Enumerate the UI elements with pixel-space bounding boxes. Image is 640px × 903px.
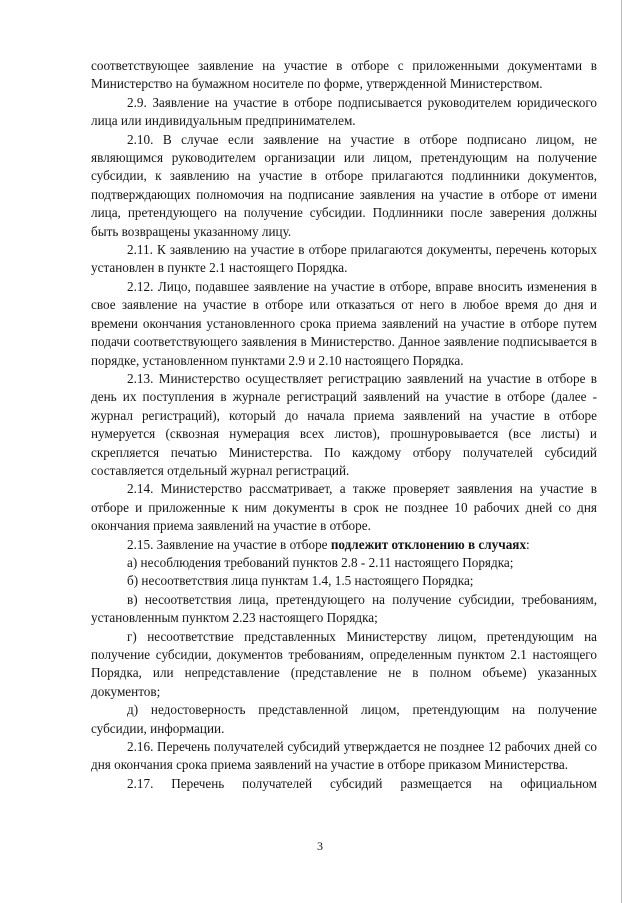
paragraph-2-11: 2.11. К заявлению на участие в отборе прилагаются документы, перечень которых установлен в пункте 2.1 настоящего Порядка. xyxy=(91,242,597,276)
list-item-d: д) недостоверность представленной лицом, претендующим на получение субсидии, информации. xyxy=(91,702,597,736)
list-item-a: а) несоблюдения требований пунктов 2.8 - 2.11 настоящего Порядка; xyxy=(127,554,514,570)
list-item-b: б) несоответствия лица пунктам 1.4, 1.5 настоящего Порядка; xyxy=(127,573,474,589)
paragraph-2-14: 2.14. Министерство рассматривает, а также проверяет заявления на участие в отборе и приложенные к ним документы в срок не позднее 10 рабочих дней со дня окончания приема заявлений на участие в отборе. xyxy=(91,481,597,534)
paragraph-2-15-bold: подлежит отклонению в случаях xyxy=(330,536,527,552)
paragraph-2-17: 2.17. Перечень получателей субсидий размещается на официальном xyxy=(127,775,597,791)
paragraph-2-15-lead: 2.15. Заявление на участие в отборе xyxy=(127,536,331,552)
paragraph-2-9: 2.9. Заявление на участие в отборе подписывается руководителем юридического лица или индивидуальным предпринимателем. xyxy=(91,94,597,129)
paragraph-2-12: 2.12. Лицо, подавшее заявление на участие в отборе, вправе вносить изменения в свое заявление на участие в отборе или отказаться от него в любое время до дня и времени окончания установленного срока приема заявлений на участие в отборе путем подачи соответствующего заявления в Министерство. Данное заявление подписывается в порядке, установленном пунктами 2.9 и 2.10 настоящего Порядка. xyxy=(91,278,597,368)
document-body xyxy=(91,57,597,793)
paragraph-2-13: 2.13. Министерство осуществляет регистрацию заявлений на участие в отборе в день их поступления в журнале регистраций заявлений на участие в отборе (далее - журнал регистраций), который до начала приема заявлений на участие в отборе нумеруется (сквозная нумерация всех листов), прошнуровывается (все листы) и скрепляется печатью Министерства. По каждому отбору получателей субсидий составляется отдельный журнал регистраций. xyxy=(91,370,597,478)
paragraph-2-15 xyxy=(91,536,597,554)
list-item-v: в) несоответствия лица, претендующего на получение субсидии, требованиям, установленным пунктом 2.23 настоящего Порядка; xyxy=(91,591,597,626)
paragraph-2-10: 2.10. В случае если заявление на участие в отборе подписано лицом, не являющимся руководителем организации или лицом, претендующим на получение субсидии, к заявлению на участие в отборе прилагаются подлинники документов, подтверждающих полномочия на подписание заявления на участие в отборе от имени лица, претендующего на получение субсидии. Подлинники после заверения должны быть возвращены указанному лицу. xyxy=(91,131,597,239)
page-number: 3 xyxy=(317,839,323,853)
paragraph-2-15-tail: : xyxy=(526,536,530,552)
paragraph-2-16: 2.16. Перечень получателей субсидий утверждается не позднее 12 рабочих дней со дня окончания срока приема заявлений на участие в отборе приказом Министерства. xyxy=(91,739,597,773)
paragraph-continuation: соответствующее заявление на участие в отборе с приложенными документами в Министерство на бумажном носителе по форме, утвержденной Министерством. xyxy=(91,58,597,92)
scan-edge-line xyxy=(621,0,622,903)
list-item-g: г) несоответствие представленных Министерству лицом, претендующим на получение субсидии, документов требованиям, определенным пунктом 2.1 настоящего Порядка, или непредставление (представление не в полном объеме) указанных документов; xyxy=(91,628,597,699)
